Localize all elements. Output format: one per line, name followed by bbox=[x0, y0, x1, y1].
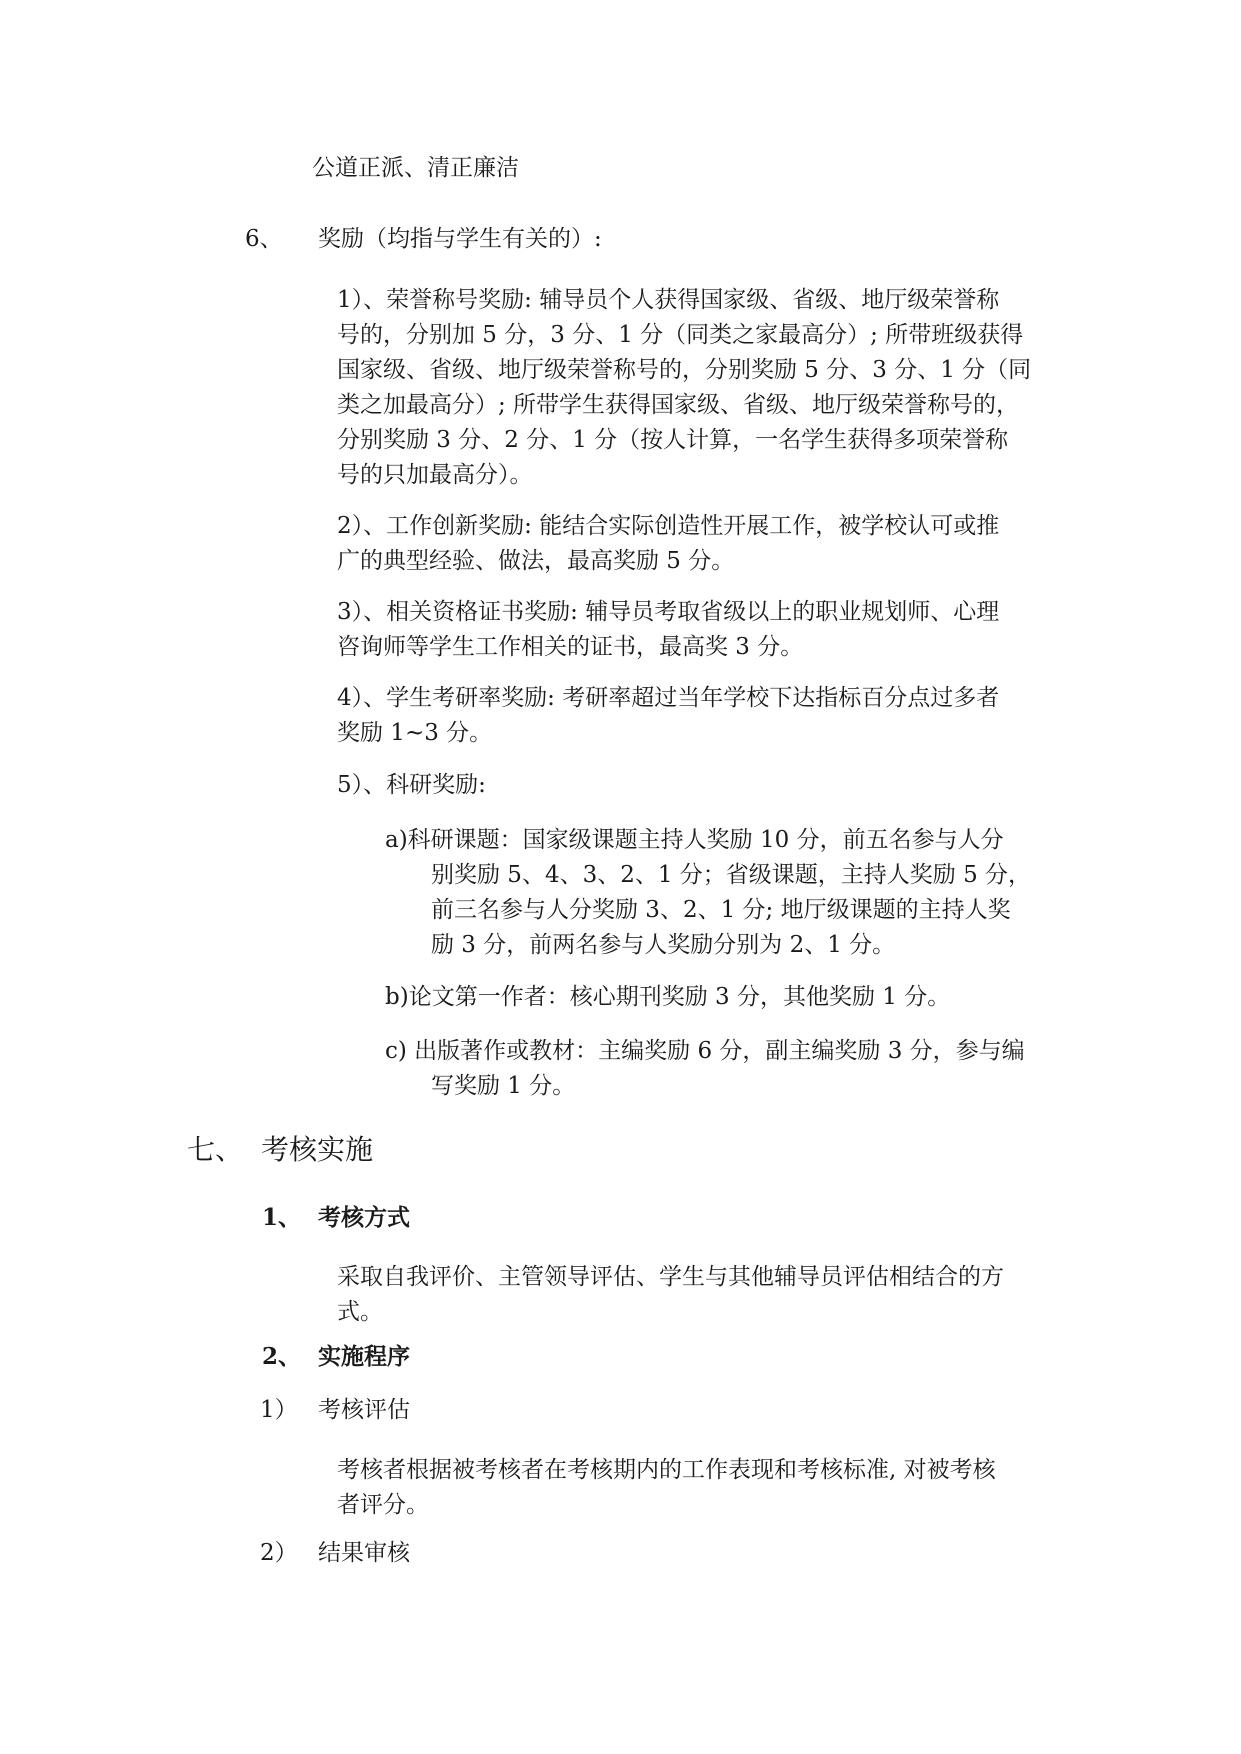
paragraph-line: 广的典型经验、做法，最高奖励 5 分。 bbox=[337, 548, 735, 574]
reward-postgrad-paragraph bbox=[337, 681, 999, 751]
paragraph-line: 采取自我评价、主管领导评估、学生与其他辅导员评估相结合的方 bbox=[337, 1264, 1004, 1290]
section-title: 考核实施 bbox=[261, 1133, 374, 1166]
paragraph-line: 号的只加最高分）。 bbox=[337, 462, 533, 488]
paragraph-line: 号的，分别加 5 分，3 分、1 分（同类之家最高分）; 所带班级获得 bbox=[337, 322, 1024, 348]
research-projects-paragraph bbox=[385, 823, 1031, 963]
carry-over-text: 公道正派、清正廉洁 bbox=[312, 155, 519, 181]
paragraph-line: 前三名参与人分奖励 3、2、1 分; 地厅级课题的主持人奖 bbox=[431, 897, 1011, 923]
reward-innovation-paragraph bbox=[337, 509, 999, 579]
paragraph-line: 别奖励 5、4、3、2、1 分；省级课题，主持人奖励 5 分， bbox=[431, 862, 1032, 888]
paragraph-line: 1）、荣誉称号奖励: 辅导员个人获得国家级、省级、地厅级荣誉称 bbox=[337, 287, 1000, 313]
step-number: 1） bbox=[260, 1397, 298, 1423]
step-paragraph bbox=[337, 1453, 996, 1523]
paragraph-line: 4）、学生考研率奖励: 考研率超过当年学校下达指标百分点过多者 bbox=[337, 685, 1000, 711]
subsection-title: 实施程序 bbox=[318, 1343, 410, 1370]
step-number: 2） bbox=[260, 1540, 298, 1566]
paragraph-line: c) 出版著作或教材：主编奖励 6 分，副主编奖励 3 分，参与编 bbox=[385, 1038, 1025, 1064]
paragraph-line: a)科研课题：国家级课题主持人奖励 10 分，前五名参与人分 bbox=[385, 827, 1004, 853]
item-number: 6、 bbox=[245, 226, 283, 252]
method-paragraph bbox=[337, 1260, 1004, 1330]
paragraph-line: 奖励 1~3 分。 bbox=[337, 720, 493, 746]
subsection-number: 1、 bbox=[262, 1204, 302, 1231]
paragraph-line: b)论文第一作者：核心期刊奖励 3 分，其他奖励 1 分。 bbox=[385, 984, 951, 1010]
step-title: 考核评估 bbox=[318, 1397, 410, 1423]
paragraph-line: 者评分。 bbox=[337, 1492, 429, 1518]
paragraph-line: 类之加最高分）; 所带学生获得国家级、省级、地厅级荣誉称号的， bbox=[337, 392, 1020, 418]
item-title: 奖励（均指与学生有关的）: bbox=[318, 226, 602, 252]
reward-certificate-paragraph bbox=[337, 595, 999, 665]
paragraph-line: 国家级、省级、地厅级荣誉称号的，分别奖励 5 分、3 分、1 分（同 bbox=[337, 357, 1032, 383]
research-papers-paragraph bbox=[385, 980, 950, 1015]
section-number: 七、 bbox=[187, 1133, 244, 1166]
step-title: 结果审核 bbox=[318, 1540, 410, 1566]
subsection-title: 考核方式 bbox=[318, 1204, 410, 1231]
paragraph-line: 式。 bbox=[337, 1299, 383, 1325]
paragraph-line: 3）、相关资格证书奖励: 辅导员考取省级以上的职业规划师、心理 bbox=[337, 599, 1000, 625]
subsection-number: 2、 bbox=[262, 1343, 302, 1370]
paragraph-line: 考核者根据被考核者在考核期内的工作表现和考核标准, 对被考核 bbox=[337, 1457, 996, 1483]
paragraph-line: 写奖励 1 分。 bbox=[431, 1073, 576, 1099]
paragraph-line: 2）、工作创新奖励: 能结合实际创造性开展工作，被学校认可或推 bbox=[337, 513, 1000, 539]
research-books-paragraph bbox=[385, 1034, 1025, 1104]
paragraph-line: 咨询师等学生工作相关的证书，最高奖 3 分。 bbox=[337, 634, 804, 660]
paragraph-line: 分别奖励 3 分、2 分、1 分（按人计算，一名学生获得多项荣誉称 bbox=[337, 427, 1009, 453]
paragraph-line: 励 3 分，前两名参与人奖励分别为 2、1 分。 bbox=[431, 932, 896, 958]
reward-honor-paragraph bbox=[337, 283, 1031, 493]
paragraph-line: 5）、科研奖励: bbox=[337, 772, 486, 798]
reward-research-heading bbox=[337, 768, 486, 803]
